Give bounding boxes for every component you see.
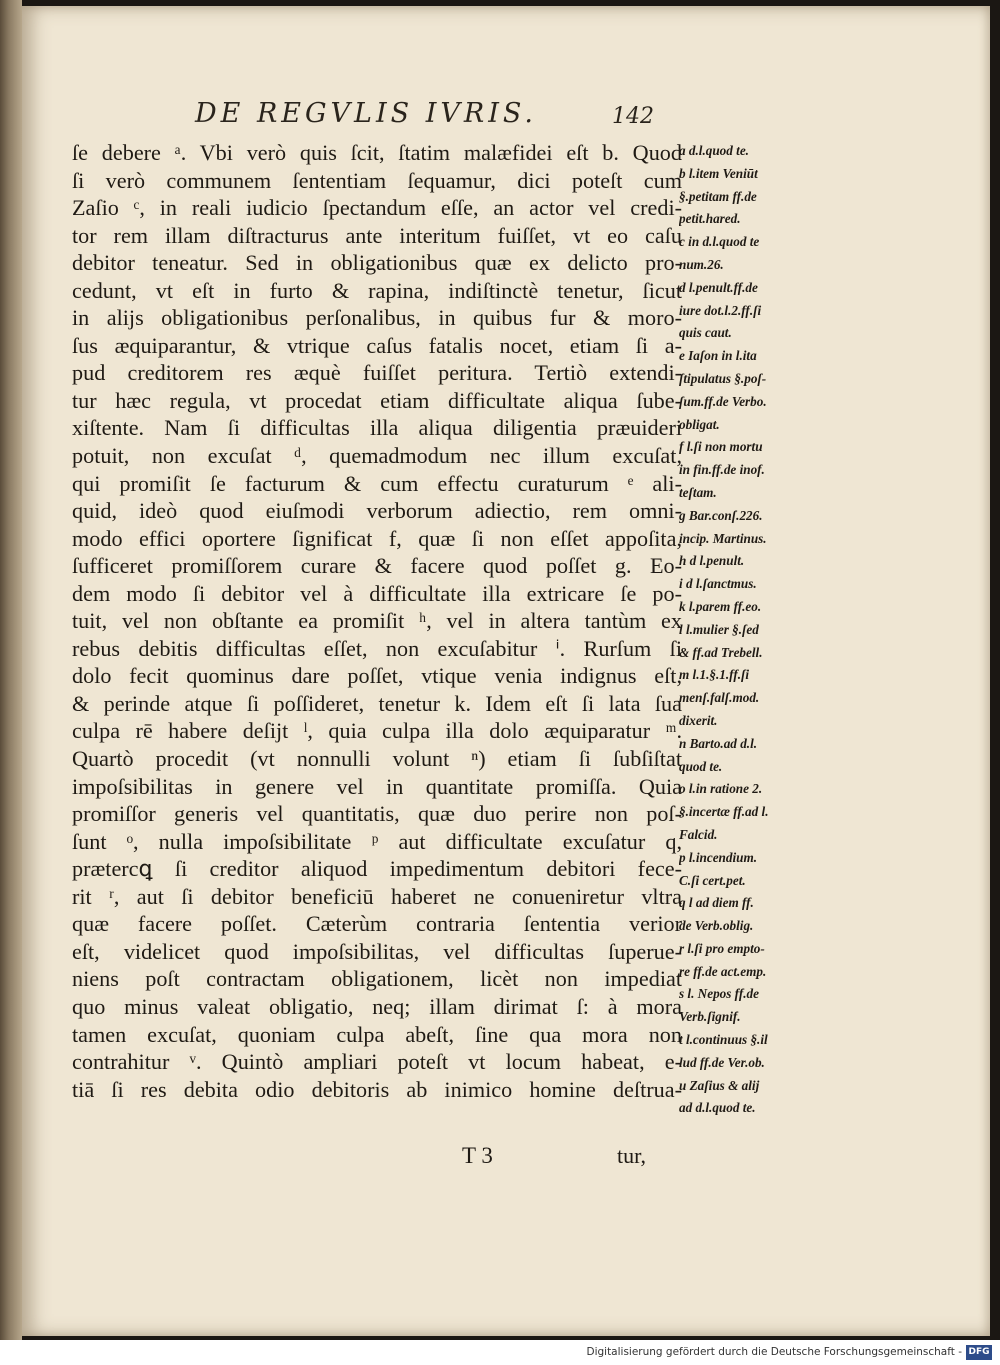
text-line: ſe debere ᵃ. Vbi verò quis ſcit, ſtatim malæfidei eſt b. Quod xyxy=(72,140,682,165)
text-line: tur hæc regula, vt procedat etiam difficultate aliqua ſube- xyxy=(72,387,682,413)
margin-note: a d.l.quod te. xyxy=(679,143,749,158)
margin-note: lud ff.de Ver.ob. xyxy=(679,1054,765,1070)
margin-note: re ff.de act.emp. xyxy=(679,963,767,979)
text-line: niens poſt contractam obligationem, licèt non impediat xyxy=(72,966,682,992)
running-head: DE REGVLIS IVRIS. xyxy=(195,98,537,129)
margin-note: c in d.l.quod te xyxy=(679,234,760,250)
margin-note: ad d.l.quod te. xyxy=(679,1100,756,1116)
margin-note: de Verb.oblig. xyxy=(679,918,754,934)
footer-credit: Digitalisierung gefördert durch die Deutsche Forschungsgemeinschaft - xyxy=(586,1346,962,1358)
margin-note: petit.hared. xyxy=(679,211,741,227)
margin-note: m l.1.§.1.ff.ſi xyxy=(679,667,750,683)
margin-note: b l.item Veniūt xyxy=(679,165,758,181)
margin-note: n Barto.ad d.l. xyxy=(679,735,758,751)
text-line: debitor teneatur. Sed in obligationibus quæ ex delicto pro- xyxy=(72,250,682,276)
margin-note: l l.mulier §.ſed xyxy=(679,621,759,637)
text-line: pud creditorem res æquè fuiſſet peritura. Tertiò extendi- xyxy=(72,360,682,386)
book-page xyxy=(22,6,990,1336)
margin-note: q l ad diem ff. xyxy=(679,895,754,911)
margin-note: i d l.ſanctmus. xyxy=(679,576,757,592)
margin-note: k l.parem ff.eo. xyxy=(679,598,762,614)
catchword: tur, xyxy=(617,1143,647,1168)
margin-note: quis caut. xyxy=(679,325,732,341)
text-line: ſi verò communem ſententiam ſequamur, dici poteſt cum xyxy=(72,167,682,193)
margin-note: Falcid. xyxy=(679,826,718,842)
text-line: potuit, non excuſat ᵈ, quemadmodum nec illum excuſat, xyxy=(72,443,682,469)
text-line: dem modo ſi debitor vel à difficultate illa extricare ſe po- xyxy=(72,580,682,606)
text-line: dolo fecit quominus dare poſſet, vtique venia indignus eſt, xyxy=(72,663,682,689)
text-line: impoſsibilitas in genere vel in quantitate promiſſa. Quia xyxy=(72,773,682,799)
margin-note: incip. Martinus. xyxy=(679,530,767,546)
text-line: eſt, videlicet quod impoſsibilitas, vel difficultas ſuperue- xyxy=(72,938,682,964)
text-line: culpa rē habere deſijt ˡ, quia culpa illa dolo æquiparatur ᵐ. xyxy=(72,718,682,744)
margin-note: §.petitam ff.de xyxy=(679,188,757,204)
text-line: & perinde atque ſi poſſideret, tenetur k. Idem eſt ſi lata ſua xyxy=(72,690,682,716)
text-line: quid, ideò quod eiuſmodi verborum adiectio, rem omni- xyxy=(72,498,682,524)
margin-note: f l.ſi non mortu xyxy=(679,439,763,455)
text-line: rebus debitis difficultas eſſet, non excuſabitur ⁱ. Rurſum ſi xyxy=(72,635,682,661)
margin-note: C.ſi cert.pet. xyxy=(679,872,746,888)
text-line: promiſſor generis vel quantitatis, quæ duo perire non poſ- xyxy=(72,801,682,827)
signature-mark: T 3 xyxy=(462,1143,493,1168)
text-line: rit ʳ, aut ſi debitor beneficiū haberet ne conueniretur vltra xyxy=(72,883,682,909)
margin-note: h d l.penult. xyxy=(679,553,745,569)
text-line: ſus æquiparantur, & vtrique caſus fatalis nocet, etiam ſi a- xyxy=(72,332,682,358)
margin-note: obligat. xyxy=(679,416,720,432)
margin-note: ſum.ff.de Verbo. xyxy=(679,393,767,409)
margin-note: p l.incendium. xyxy=(679,849,758,865)
margin-note: teſtam. xyxy=(679,484,717,500)
text-line: tamen excuſat, quoniam culpa abeſt, ſine qua mora non xyxy=(72,1021,682,1047)
margin-note: d l.penult.ff.de xyxy=(679,279,758,295)
margin-note: o l.in ratione 2. xyxy=(679,781,763,797)
margin-note: num.26. xyxy=(679,256,724,272)
body-text xyxy=(72,139,682,1103)
text-line: ſunt ᵒ, nulla impoſsibilitate ᵖ aut difficultate excuſatur q, xyxy=(72,828,682,854)
margin-note: quod te. xyxy=(679,758,723,774)
text-line: tor rem illam diſtracturus ante interitum fuiſſet, vt eo caſu xyxy=(72,222,682,248)
margin-note: r l.ſi pro empto- xyxy=(679,940,765,956)
text-line: quæ facere poſſet. Cæterùm contraria ſententia verior xyxy=(72,911,682,937)
dfg-logo: DFG xyxy=(966,1345,992,1360)
text-line: xiſtente. Nam ſi difficultas illa aliqua diligentia præuideri xyxy=(72,415,682,441)
margin-notes xyxy=(679,140,829,1120)
margin-note: dixerit. xyxy=(679,712,718,728)
text-line: qui promiſit ſe facturum & cum effectu curaturum ᵉ ali- xyxy=(72,470,682,496)
margin-note: menſ.falſ.mod. xyxy=(679,690,760,706)
text-line: Zaſio ᶜ, in reali iudicio ſpectandum eſſe, an actor vel credi- xyxy=(72,195,682,221)
margin-note: s l. Nepos ff.de xyxy=(679,986,759,1002)
text-line: ſufficeret promiſſorem curare & facere quod poſſet g. Eo- xyxy=(72,553,682,579)
margin-note: iure dot.l.2.ff.ſi xyxy=(679,302,762,318)
margin-note: Verb.ſignif. xyxy=(679,1009,741,1025)
text-line: cedunt, vt eſt in furto & rapina, indiſtinctè tenetur, ſicut xyxy=(72,277,682,303)
page-number: 142 xyxy=(612,104,654,129)
text-line: in alijs obligationibus perſonalibus, in quibus fur & moro- xyxy=(72,305,682,331)
margin-note: t l.continuus §.il xyxy=(679,1032,768,1048)
text-line: quo minus valeat obligatio, neq; illam dirimat ſ: à mora xyxy=(72,993,682,1019)
text-line: prætercꝗ ſi creditor aliquod impedimentum debitori fece- xyxy=(72,856,682,882)
text-line: contrahitur ᵛ. Quintò ampliari poteſt vt locum habeat, e- xyxy=(72,1049,682,1075)
margin-note: ſtipulatus §.poſ- xyxy=(679,370,767,386)
margin-note: u Zaſius & alij xyxy=(679,1077,760,1093)
text-line: Quartò procedit (vt nonnulli volunt ⁿ) etiam ſi ſubſiſtat xyxy=(72,746,682,772)
margin-note: in fin.ff.de inof. xyxy=(679,462,765,478)
book-gutter-edge xyxy=(0,0,22,1340)
margin-note: & ff.ad Trebell. xyxy=(679,644,763,660)
margin-note: §.incertæ ff.ad l. xyxy=(679,804,769,820)
text-line: modo effici oportere ſignificat f, quæ ſi non eſſet appoſita, xyxy=(72,525,682,551)
margin-note: e Iaſon in l.ita xyxy=(679,348,757,364)
margin-note: g Bar.conſ.226. xyxy=(679,507,763,523)
text-line: tuit, vel non obſtante ea promiſit ʰ, vel in altera tantùm ex xyxy=(72,608,682,634)
text-line: tiā ſi res debita odio debitoris ab inimico homine deſtrua- xyxy=(72,1076,682,1102)
